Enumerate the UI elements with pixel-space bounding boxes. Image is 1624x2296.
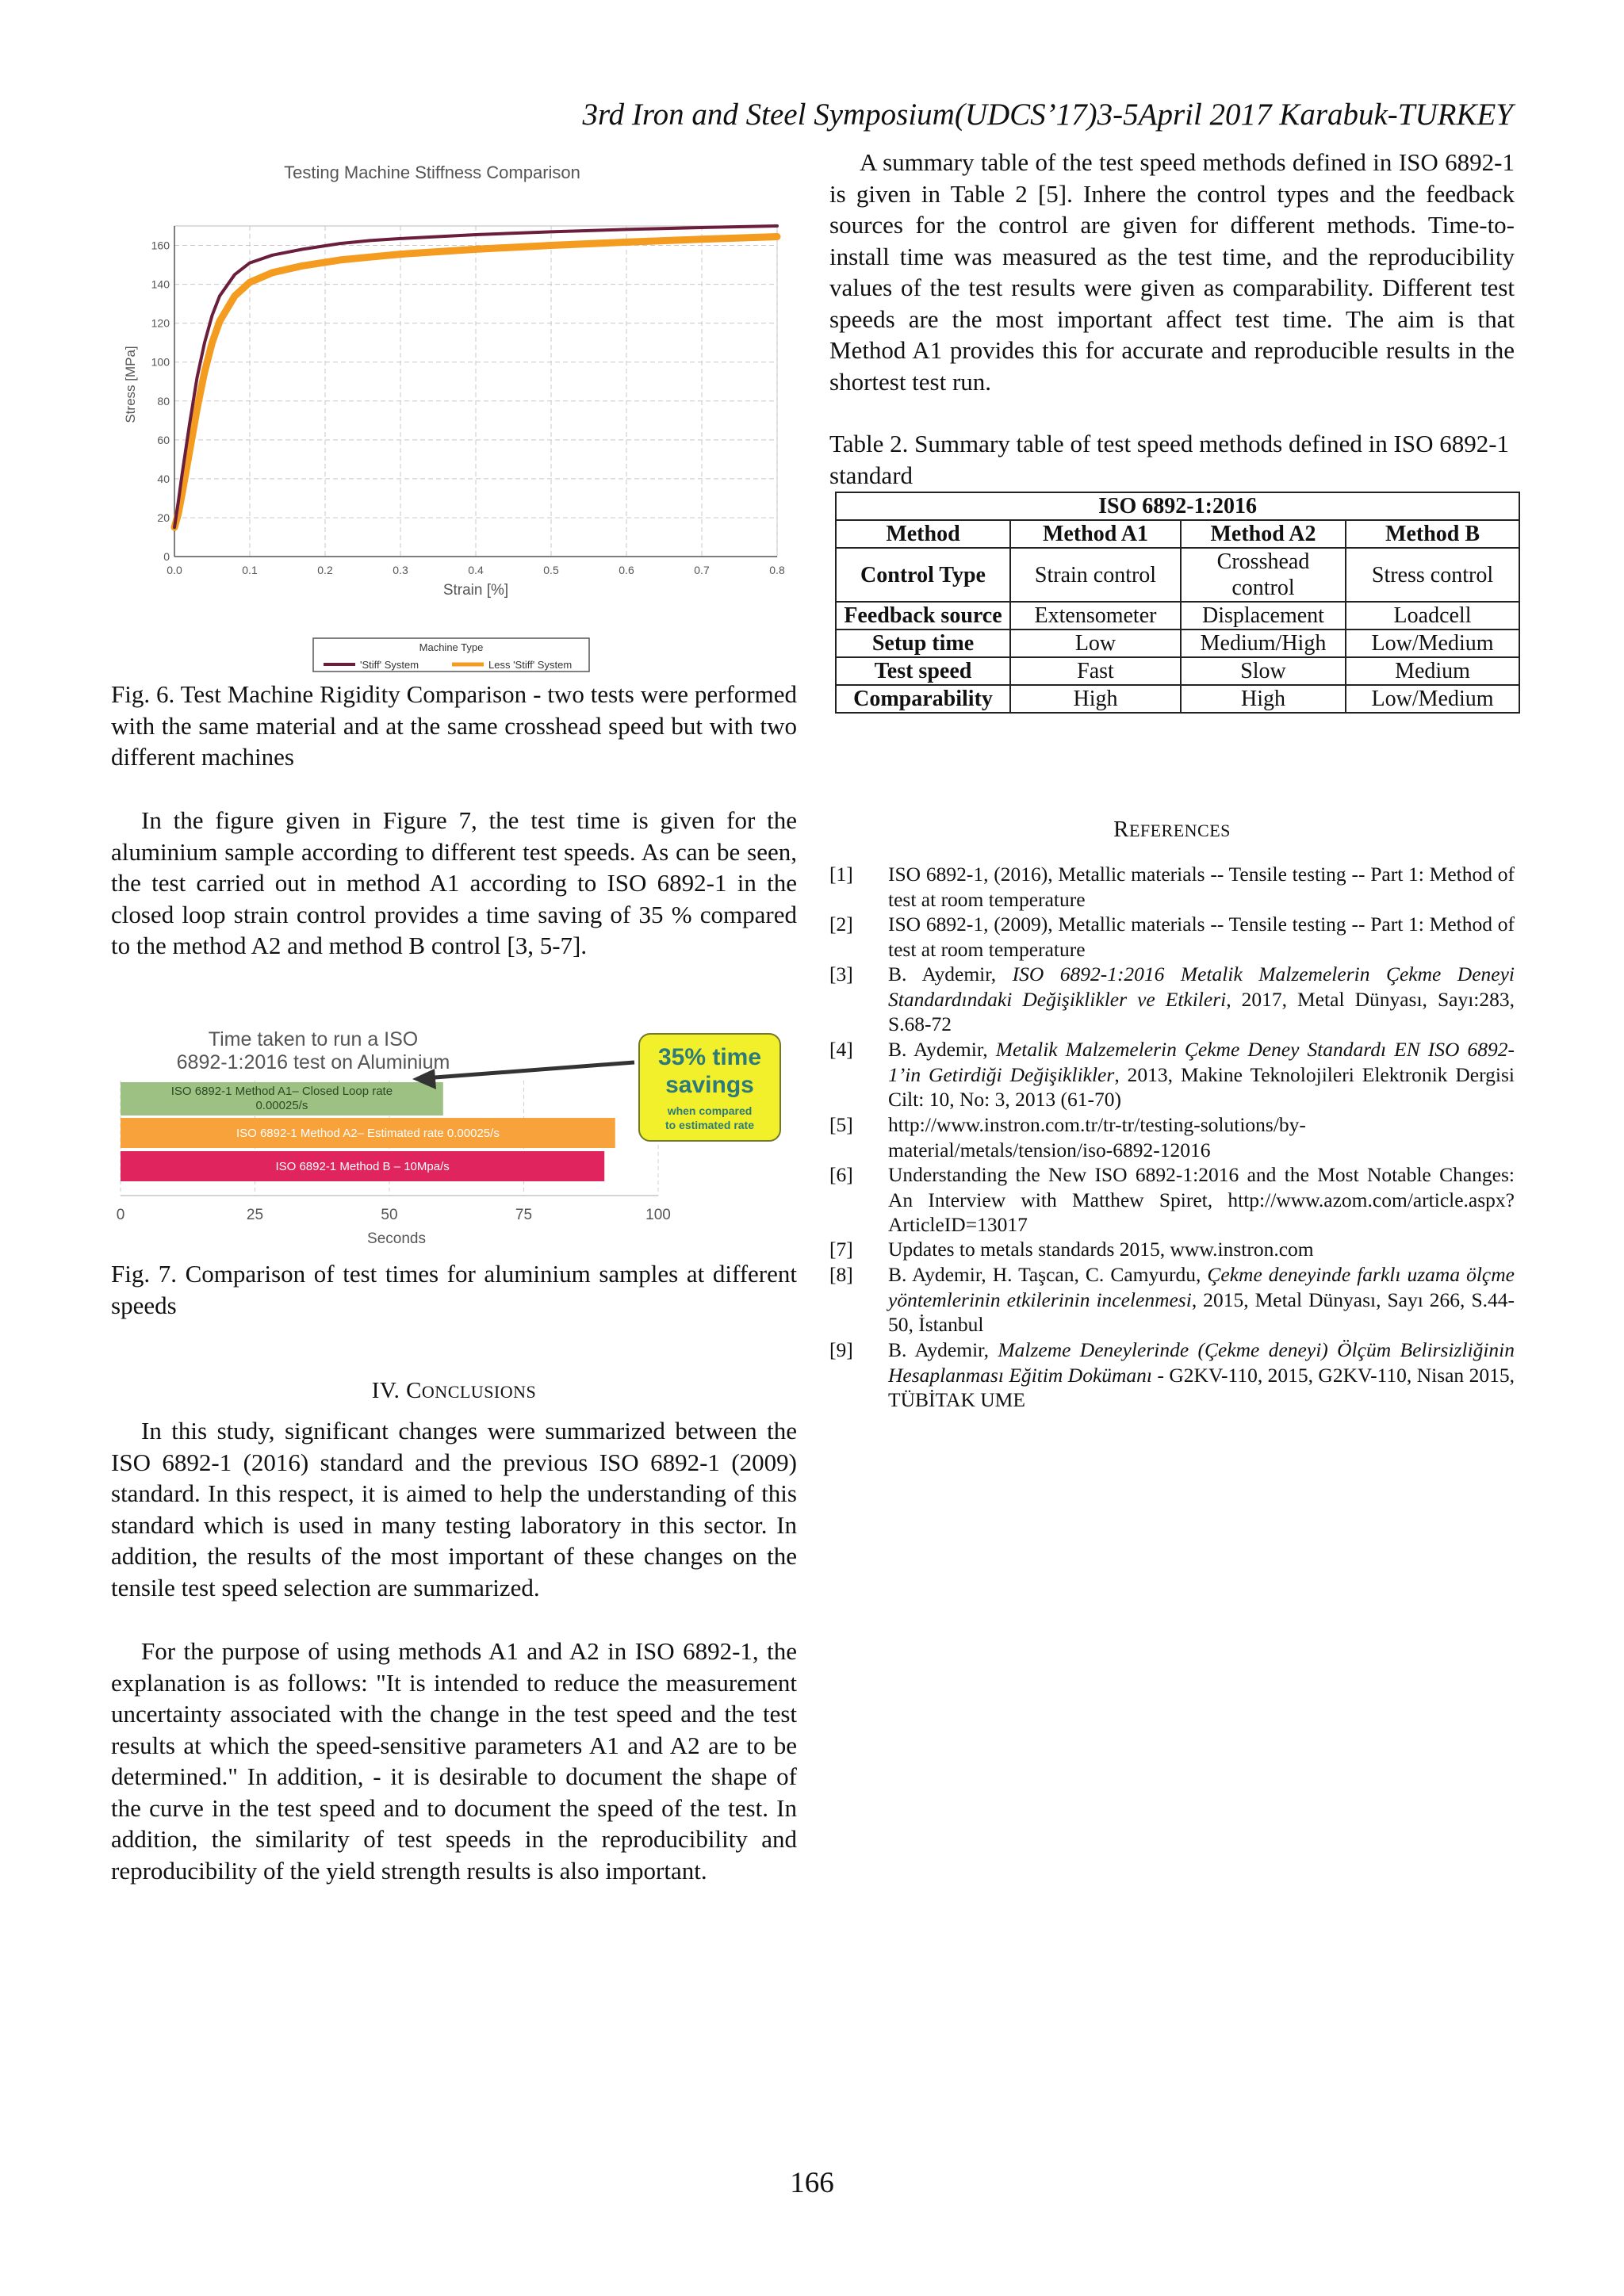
fig6-ylabel: Stress [MPa] <box>123 346 138 423</box>
table2-caption: Table 2. Summary table of test speed methods defined in ISO 6892-1 standard <box>829 430 1510 489</box>
reference-text <box>888 912 1515 962</box>
fig7-x-tick-label: 25 <box>246 1207 264 1223</box>
reference-title: ISO 6892-1:2016 Metalik Malzemelerin Çekme Deneyi Standardındaki Değişiklikler ve Etkileri <box>888 962 1515 1011</box>
fig7-callout-main-1: 35% time <box>657 1044 762 1070</box>
reference-text <box>888 1112 1515 1162</box>
fig6-chart <box>119 155 801 678</box>
reference-item <box>829 1262 1515 1337</box>
table2-cell: Slow <box>1181 657 1346 685</box>
table2-header-cell: Method B <box>1346 520 1519 548</box>
reference-item <box>829 1162 1515 1238</box>
fig7-bar-label: ISO 6892-1 Method A1– Closed Loop rate 0.00025/s <box>170 1085 393 1112</box>
fig6-y-tick-label: 40 <box>157 472 170 485</box>
reference-segment: ISO 6892-1, (2009), Metallic materials -- Tensile testing -- Part 1: Method of test at room temperature <box>888 913 1515 961</box>
reference-segment: Updates to metals standards 2015, www.instron.com <box>888 1238 1314 1261</box>
fig6-legend-series-2: Less 'Stiff' System <box>488 659 573 671</box>
reference-text <box>888 1237 1515 1262</box>
fig7-bar-label: ISO 6892-1 Method A2– Estimated rate 0.00025/s <box>236 1127 500 1140</box>
fig7-callout-main-2: savings <box>665 1072 754 1098</box>
fig6-x-tick-label: 0.0 <box>167 564 182 576</box>
reference-item <box>829 1037 1515 1112</box>
table2-row-header: Control Type <box>836 548 1010 602</box>
fig6-x-tick-label: 0.1 <box>242 564 258 576</box>
table-row <box>836 685 1519 713</box>
table-row <box>836 629 1519 657</box>
fig7-x-tick-label: 100 <box>645 1207 671 1223</box>
reference-number: [1] <box>829 863 853 886</box>
fig7-x-tick-label: 50 <box>381 1207 398 1223</box>
fig6-x-tick-label: 0.7 <box>694 564 710 576</box>
reference-segment: B. Aydemir, H. Taşcan, C. Camyurdu, <box>888 1263 1208 1286</box>
table2-cell: Low/Medium <box>1346 629 1519 657</box>
reference-segment: B. Aydemir, <box>888 962 1013 985</box>
reference-number: [7] <box>829 1238 853 1261</box>
fig6-x-tick-label: 0.3 <box>393 564 408 576</box>
reference-item <box>829 862 1515 912</box>
reference-text <box>888 862 1515 912</box>
table2-header-cell: Method <box>836 520 1010 548</box>
fig6-caption: Fig. 6. Test Machine Rigidity Comparison - two tests were performed with the same material and at the same crosshead speed but with two different machines <box>111 680 797 771</box>
references-heading-first: R <box>1113 817 1129 842</box>
reference-number: [8] <box>829 1263 853 1286</box>
fig6-y-tick-label: 60 <box>157 433 170 446</box>
table2-cell: Strain control <box>1010 548 1181 602</box>
fig6-y-tick-label: 0 <box>163 550 170 563</box>
reference-segment: , 2013, Makine Teknolojileri Elektronik Dergisi Cilt: 10, No: 3, 2013 (61-70) <box>888 1062 1515 1111</box>
table2-cell: Loadcell <box>1346 602 1519 629</box>
fig7-title-line1: Time taken to run a ISO <box>208 1028 419 1050</box>
reference-text <box>888 1262 1515 1337</box>
reference-segment: , 2017, Metal Dünyası, Sayı:283, S.68-72 <box>888 987 1515 1035</box>
table2-cell: Displacement <box>1181 602 1346 629</box>
fig6-y-tick-label: 160 <box>151 239 170 252</box>
table2-header-cell: Method A1 <box>1010 520 1181 548</box>
fig7-bar-label: ISO 6892-1 Method B – 10Mpa/s <box>275 1160 450 1173</box>
table2-header-row <box>836 520 1519 548</box>
fig6-x-tick-label: 0.8 <box>769 564 785 576</box>
fig7-caption: Fig. 7. Comparison of test times for aluminium samples at different speeds <box>111 1260 797 1319</box>
running-header: 3rd Iron and Steel Symposium(UDCS’17)3-5April 2017 Karabuk-TURKEY <box>582 98 1513 132</box>
table2-cell: High <box>1181 685 1346 713</box>
reference-item <box>829 1237 1515 1262</box>
table2-title: ISO 6892-1:2016 <box>836 492 1519 520</box>
reference-segment: http://www.instron.com.tr/tr-tr/testing-solutions/by-material/metals/tension/iso-6892-12016 <box>888 1113 1306 1161</box>
reference-segment: B. Aydemir, <box>888 1038 996 1061</box>
fig6-x-tick-label: 0.5 <box>543 564 559 576</box>
reference-title: Metalik Malzemelerin Çekme Deney Standardı EN ISO 6892-1’in Getirdiği Değişiklikler <box>888 1038 1515 1086</box>
reference-number: [9] <box>829 1338 853 1361</box>
table2-cell: High <box>1010 685 1181 713</box>
conclusions-heading-num: IV. <box>371 1378 400 1403</box>
table2-row-header: Comparability <box>836 685 1010 713</box>
figure-6 <box>119 155 801 678</box>
reference-segment: Understanding the New ISO 6892-1:2016 and the Most Notable Changes: An Interview with Matthew Spiret, http://www.azom.com/article.aspx?ArticleID=13017 <box>888 1163 1515 1236</box>
table2-row-header: Setup time <box>836 629 1010 657</box>
fig6-legend <box>313 638 589 672</box>
reference-item <box>829 1337 1515 1413</box>
reference-item <box>829 962 1515 1037</box>
figure-7 <box>111 1023 801 1253</box>
reference-segment: B. Aydemir, <box>888 1338 998 1361</box>
reference-text <box>888 1162 1515 1238</box>
fig7-callout <box>639 1034 780 1141</box>
fig6-x-tick-label: 0.2 <box>317 564 333 576</box>
reference-number: [2] <box>829 913 853 936</box>
table2-cell: Low <box>1010 629 1181 657</box>
table2-cell: Fast <box>1010 657 1181 685</box>
reference-title: Malzeme Deneylerinde (Çekme deneyi) Ölçüm Belirsizliğinin Hesaplanması Eğitim Dokümanı <box>888 1338 1515 1387</box>
fig7-xlabel: Seconds <box>367 1230 426 1247</box>
table2 <box>835 492 1520 714</box>
references-heading-rest: EFERENCES <box>1128 821 1231 840</box>
conclusions-paragraph-1: In this study, significant changes were summarized between the ISO 6892-1 (2016) standard and the previous ISO 6892-1 (2009) standard. In this respect, it is aimed to help the understanding of this standard which is used in many testing laboratory in this sector. In addition, the results of the most important of these changes on the tensile test speed selection are summarized. <box>111 1417 797 1601</box>
fig6-xlabel: Strain [%] <box>442 582 509 599</box>
reference-text <box>888 1337 1515 1413</box>
table2-cell: Extensometer <box>1010 602 1181 629</box>
table2-row-header: Feedback source <box>836 602 1010 629</box>
reference-segment: , 2015, Metal Dünyası, Sayı 266, S.44-50, İstanbul <box>888 1288 1515 1336</box>
table2-cell: Stress control <box>1346 548 1519 602</box>
table2-cell: Low/Medium <box>1346 685 1519 713</box>
table2-cell: Medium/High <box>1181 629 1346 657</box>
fig6-y-tick-label: 20 <box>157 511 170 524</box>
fig7-callout-sub-1: when compared <box>667 1104 753 1117</box>
fig6-legend-title: Machine Type <box>419 641 484 653</box>
conclusions-heading <box>111 1378 797 1404</box>
table-row <box>836 602 1519 629</box>
table2-cell: Medium <box>1346 657 1519 685</box>
table-intro-paragraph: A summary table of the test speed methods defined in ISO 6892-1 is given in Table 2 [5]. Inhere the control types and the feedback sources for the control are given for different methods. Time-to-install time was measured as the test time, and the reproducibility values of the test results were given as comparability. Different test speeds are the most important affect test time. The aim is that Method A1 provides this for accurate and reproducible results in the shortest test run. <box>829 148 1515 396</box>
table2-cell: Crosshead control <box>1181 548 1346 602</box>
fig6-legend-series-1: 'Stiff' System <box>360 659 419 671</box>
reference-item <box>829 912 1515 962</box>
reference-segment: ISO 6892-1, (2016), Metallic materials -- Tensile testing -- Part 1: Method of test at room temperature <box>888 863 1515 911</box>
fig7-chart <box>111 1023 801 1253</box>
table-row <box>836 657 1519 685</box>
reference-number: [4] <box>829 1038 853 1061</box>
reference-item <box>829 1112 1515 1162</box>
table-row <box>836 548 1519 602</box>
fig7-x-tick-label: 75 <box>515 1207 533 1223</box>
table2-header-cell: Method A2 <box>1181 520 1346 548</box>
fig6-y-tick-label: 100 <box>151 355 170 369</box>
reference-text <box>888 1037 1515 1112</box>
reference-title: Çekme deneyinde farklı uzama ölçme yöntemlerinin etkilerinin incelenmesi <box>888 1263 1515 1311</box>
fig7-x-tick-label: 0 <box>116 1207 125 1223</box>
reference-number: [6] <box>829 1163 853 1186</box>
conclusions-paragraph-2: For the purpose of using methods A1 and A2 in ISO 6892-1, the explanation is as follows: "It is intended to reduce the measurement uncertainty associated with the change in the test speed and the test results at which the speed-sensitive parameters A1 and A2 are to be determined." In addition, - it is desirable to document the shape of the curve in the test speed and to document the speed of the test. In addition, the similarity of test speeds in the reproducibility and reproducibility of the yield strength results is also important. <box>111 1637 797 1885</box>
fig7-title-line2: 6892-1:2016 test on Aluminium <box>176 1051 450 1073</box>
fig6-y-tick-label: 140 <box>151 277 170 291</box>
reference-segment: - G2KV-110, 2015, G2KV-110, Nisan 2015, TÜBİTAK UME <box>888 1363 1515 1411</box>
fig6-y-tick-label: 80 <box>157 394 170 408</box>
references-heading <box>829 817 1515 843</box>
fig6-title: Testing Machine Stiffness Comparison <box>284 163 580 182</box>
conclusions-heading-first: C <box>406 1378 422 1403</box>
reference-number: [5] <box>829 1113 853 1136</box>
reference-number: [3] <box>829 962 853 985</box>
table2-row-header: Test speed <box>836 657 1010 685</box>
fig7-callout-sub-2: to estimated rate <box>665 1119 755 1131</box>
reference-text <box>888 962 1515 1037</box>
conclusions-heading-rest: ONCLUSIONS <box>421 1382 537 1402</box>
paragraph-fig7-intro: In the figure given in Figure 7, the test time is given for the aluminium sample according to different test speeds. As can be seen, the test carried out in method A1 according to ISO 6892-1 in the closed loop strain control provides a time saving of 35 % compared to the method A2 and method B control [3, 5-7]. <box>111 806 797 959</box>
page-number: 166 <box>790 2167 834 2199</box>
fig6-x-tick-label: 0.6 <box>619 564 634 576</box>
fig6-y-tick-label: 120 <box>151 316 170 330</box>
fig6-x-tick-label: 0.4 <box>468 564 484 576</box>
